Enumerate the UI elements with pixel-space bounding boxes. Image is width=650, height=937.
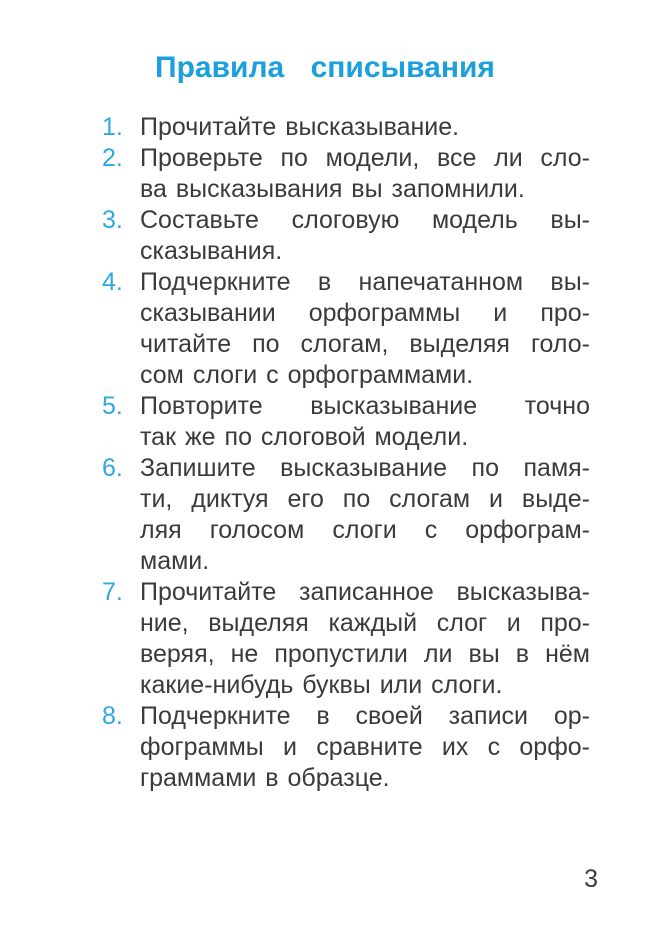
text-line: ти, диктуя его по слогам и выде- bbox=[140, 485, 590, 513]
item-number: 8. bbox=[102, 702, 123, 730]
text-line: читайте по слогам, выделяя голо- bbox=[140, 330, 590, 358]
page-number: 3 bbox=[584, 865, 598, 893]
item-number: 3. bbox=[102, 206, 123, 234]
text-line: ляя голосом слоги с орфограм- bbox=[140, 516, 590, 544]
item-text bbox=[140, 205, 590, 267]
list-item bbox=[100, 453, 590, 577]
text-line: ва высказывания вы запомнили. bbox=[140, 175, 525, 203]
item-text bbox=[140, 453, 590, 577]
item-number: 1. bbox=[102, 113, 123, 141]
text-line: Прочитайте записанное высказыва- bbox=[140, 578, 590, 606]
list-item bbox=[100, 267, 590, 391]
text-line: Проверьте по модели, все ли сло- bbox=[140, 144, 590, 172]
list-item bbox=[100, 577, 590, 701]
text-line: мами. bbox=[140, 547, 210, 575]
rules-list bbox=[100, 112, 590, 794]
text-line: Повторите высказывание точно bbox=[140, 392, 590, 420]
item-text bbox=[140, 701, 590, 794]
text-line: сказывании орфограммы и про- bbox=[140, 299, 590, 327]
list-item bbox=[100, 205, 590, 267]
item-text bbox=[140, 577, 590, 701]
list-item bbox=[100, 143, 590, 205]
text-line: Подчеркните в напечатанном вы- bbox=[140, 268, 590, 296]
item-text bbox=[140, 112, 590, 143]
text-line: сказывания. bbox=[140, 237, 283, 265]
page-title: Правила списывания bbox=[155, 51, 495, 84]
item-number: 5. bbox=[102, 392, 123, 420]
text-line: Запишите высказывание по памя- bbox=[140, 454, 590, 482]
text-line: так же по слоговой модели. bbox=[140, 423, 469, 451]
list-item bbox=[100, 701, 590, 794]
item-number: 2. bbox=[102, 144, 123, 172]
text-line: какие-нибудь буквы или слоги. bbox=[140, 671, 503, 699]
text-line: фограммы и сравните их с орфо- bbox=[140, 733, 590, 761]
text-line: ние, выделяя каждый слог и про- bbox=[140, 609, 590, 637]
item-text bbox=[140, 143, 590, 205]
text-line: веряя, не пропустили ли вы в нём bbox=[140, 640, 590, 668]
item-text bbox=[140, 267, 590, 391]
list-item bbox=[100, 391, 590, 453]
text-line: Подчеркните в своей записи ор- bbox=[140, 702, 590, 730]
text-line: сом слоги с орфограммами. bbox=[140, 361, 474, 389]
item-number: 7. bbox=[102, 578, 123, 606]
item-text bbox=[140, 391, 590, 453]
text-line: граммами в образце. bbox=[140, 764, 390, 792]
text-line: Составьте слоговую модель вы- bbox=[140, 206, 590, 234]
text-line: Прочитайте высказывание. bbox=[140, 113, 460, 141]
item-number: 4. bbox=[102, 268, 123, 296]
list-item bbox=[100, 112, 590, 143]
item-number: 6. bbox=[102, 454, 123, 482]
